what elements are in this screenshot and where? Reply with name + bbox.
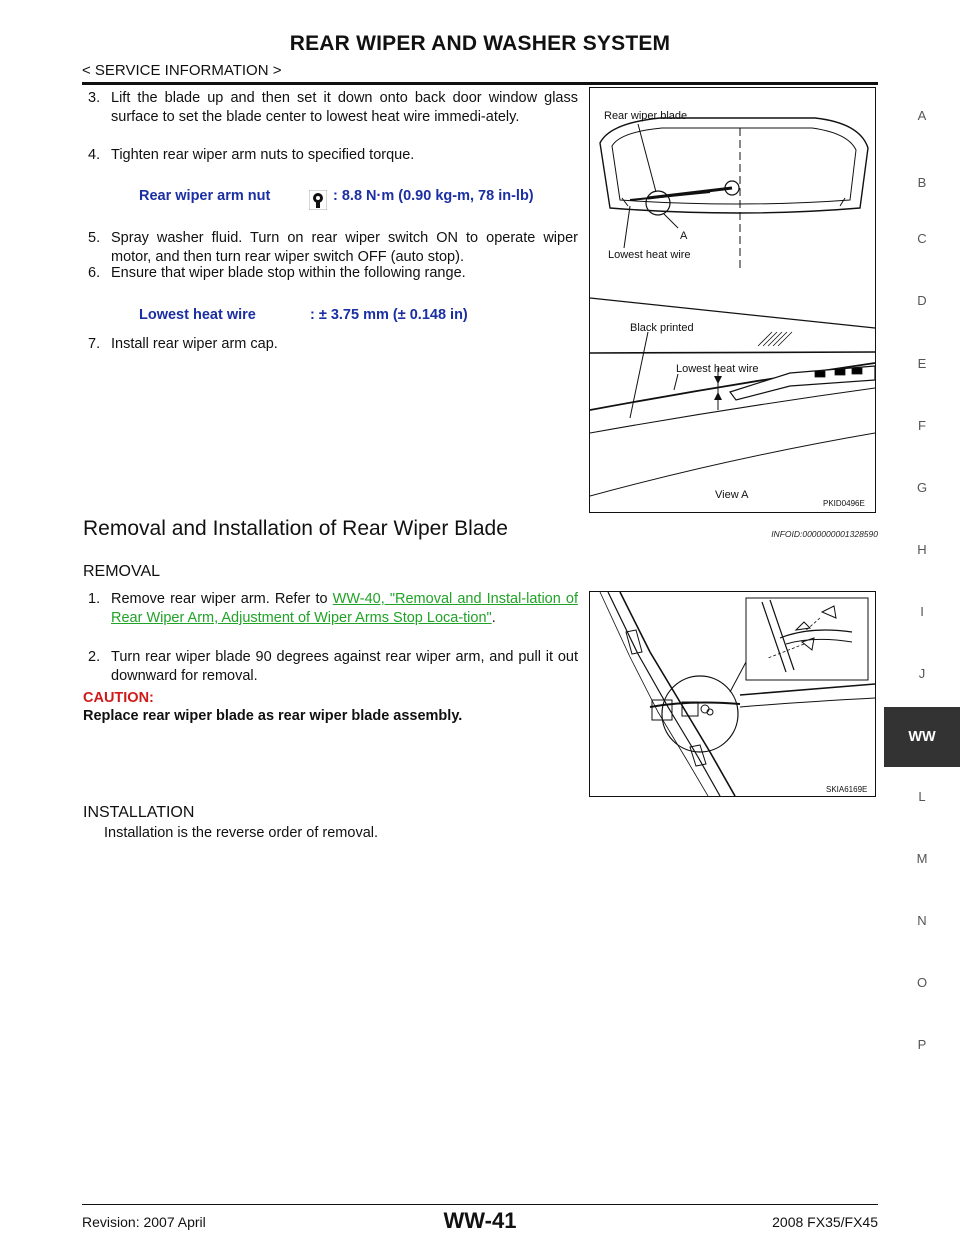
- tab-i[interactable]: I: [920, 604, 924, 619]
- tab-l[interactable]: L: [918, 789, 926, 804]
- step-number: 3.: [88, 90, 101, 106]
- torque-wrench-icon: [309, 190, 327, 210]
- heat-wire-spec-label: Lowest heat wire: [139, 307, 256, 323]
- tab-g[interactable]: G: [916, 480, 928, 495]
- tab-f[interactable]: F: [918, 418, 926, 433]
- reference-link[interactable]: WW-40, "Removal and Instal-lation of Rear Wiper Arm, Adjustment of Wiper Arms Stop Loca-tion": [111, 591, 578, 626]
- heat-wire-spec-value: : ± 3.75 mm (± 0.148 in): [310, 307, 468, 323]
- step-text: Turn rear wiper blade 90 degrees against rear wiper arm, and pull it out downward for removal.: [111, 649, 578, 684]
- revision-date: Revision: 2007 April: [82, 1214, 206, 1230]
- step-number: 4.: [88, 147, 101, 163]
- rear-wiper-blade-position-figure: [589, 87, 876, 513]
- label-lowest-heat-wire-top: Lowest heat wire: [608, 249, 691, 261]
- footer-rule: [82, 1204, 878, 1205]
- tab-m[interactable]: M: [916, 851, 928, 866]
- step-number: 6.: [88, 265, 101, 281]
- tab-p[interactable]: P: [917, 1037, 927, 1052]
- step-7: [88, 335, 578, 354]
- label-rear-wiper-blade: Rear wiper blade: [604, 110, 688, 122]
- tab-b[interactable]: B: [917, 175, 927, 190]
- step-text: Install rear wiper arm cap.: [111, 336, 278, 352]
- wiper-blade-removal-figure: [589, 591, 876, 797]
- figure-code: PKID0496E: [823, 499, 865, 508]
- step-number: 2.: [88, 649, 101, 665]
- label-lowest-heat-wire-bottom: Lowest heat wire: [676, 363, 759, 375]
- tab-ww-active[interactable]: WW: [884, 707, 960, 767]
- step-number: 5.: [88, 230, 101, 246]
- info-id: INFOID:0000000001328590: [771, 529, 878, 539]
- tab-c[interactable]: C: [917, 231, 927, 246]
- tab-o[interactable]: O: [916, 975, 928, 990]
- header-rule: [82, 82, 878, 85]
- vehicle-model: 2008 FX35/FX45: [772, 1214, 878, 1230]
- step-text: Tighten rear wiper arm nuts to specified torque.: [111, 147, 415, 163]
- removal-heading: REMOVAL: [83, 563, 161, 580]
- step-3: [88, 89, 578, 127]
- step-text: Lift the blade up and then set it down onto back door window glass surface to set the blade center to lowest heat wire immedi-ately.: [111, 90, 578, 125]
- label-black-printed: Black printed: [630, 322, 694, 334]
- step-5: [88, 229, 578, 267]
- label-a: A: [680, 230, 688, 242]
- installation-text: Installation is the reverse order of removal.: [104, 825, 379, 841]
- step-6: [88, 264, 578, 283]
- torque-spec-label: Rear wiper arm nut: [139, 188, 271, 204]
- label-view-a: View A: [715, 489, 749, 501]
- step-number: 7.: [88, 336, 101, 352]
- section-title: Removal and Installation of Rear Wiper Blade: [83, 517, 508, 540]
- caution-text: Replace rear wiper blade as rear wiper blade assembly.: [83, 708, 463, 724]
- page-number: WW-41: [443, 1208, 517, 1233]
- breadcrumb[interactable]: < SERVICE INFORMATION >: [82, 62, 282, 79]
- step-text-end: .: [491, 610, 496, 626]
- tab-d[interactable]: D: [917, 293, 927, 308]
- removal-step-2: [88, 648, 578, 686]
- step-text: Ensure that wiper blade stop within the following range.: [111, 265, 466, 281]
- step-number: 1.: [88, 591, 101, 607]
- step-text: Remove rear wiper arm. Refer to: [111, 591, 333, 607]
- installation-heading: INSTALLATION: [83, 804, 195, 821]
- torque-spec-value: : 8.8 N·m (0.90 kg-m, 78 in-lb): [333, 188, 534, 204]
- tab-a[interactable]: A: [917, 108, 927, 123]
- page-title: REAR WIPER AND WASHER SYSTEM: [289, 32, 671, 55]
- step-text: Spray washer fluid. Turn on rear wiper switch ON to operate wiper motor, and then turn rear wiper switch OFF (auto stop).: [111, 230, 578, 265]
- tab-j[interactable]: J: [918, 666, 926, 681]
- caution-title: CAUTION:: [83, 690, 154, 706]
- tab-n[interactable]: N: [917, 913, 927, 928]
- figure-code: SKIA6169E: [826, 785, 868, 794]
- tab-e[interactable]: E: [917, 356, 927, 371]
- tab-h[interactable]: H: [917, 542, 927, 557]
- step-4: [88, 146, 578, 165]
- removal-step-1: [88, 590, 578, 628]
